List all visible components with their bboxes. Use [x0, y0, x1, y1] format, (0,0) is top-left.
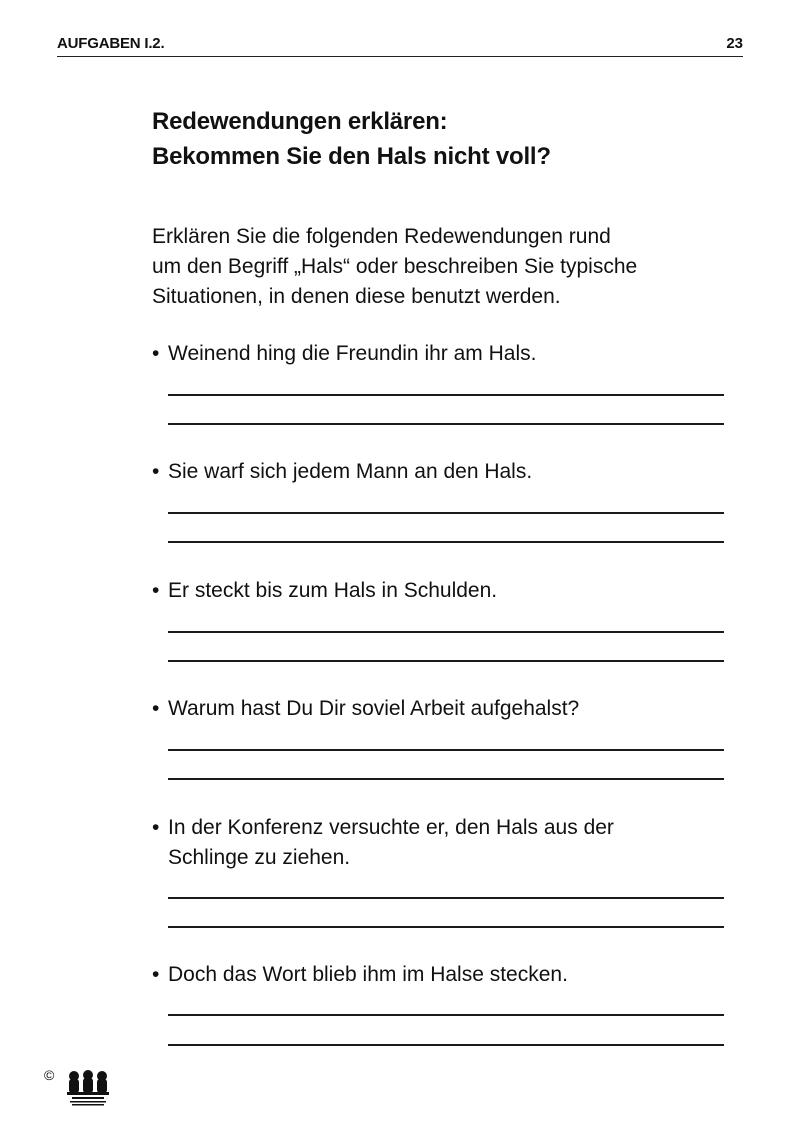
exercise-item-4	[152, 694, 732, 724]
exercise-prompt	[152, 339, 732, 369]
bullet: •	[152, 963, 160, 986]
copyright-symbol: ©	[44, 1067, 55, 1083]
answer-line-1[interactable]	[168, 394, 724, 396]
title-line-1: Redewendungen erklären:	[152, 108, 448, 135]
answer-line-2[interactable]	[168, 1044, 724, 1046]
exercise-prompt	[152, 576, 732, 606]
instructions	[152, 222, 772, 312]
page-header	[57, 34, 743, 57]
section-label: AUFGABEN I.2.	[57, 35, 165, 52]
answer-line-1[interactable]	[168, 631, 724, 633]
bullet: •	[152, 460, 160, 483]
exercise-item-1	[152, 339, 732, 369]
answer-line-1[interactable]	[168, 749, 724, 751]
page-title	[152, 104, 551, 174]
prompt-line-2: Schlinge zu ziehen.	[168, 846, 351, 869]
answer-line-1[interactable]	[168, 512, 724, 514]
answer-line-2[interactable]	[168, 660, 724, 662]
exercise-item-5	[152, 813, 732, 873]
bullet: •	[152, 697, 160, 720]
answer-line-2[interactable]	[168, 926, 724, 928]
prompt-line-1: Sie warf sich jedem Mann an den Hals.	[168, 460, 533, 483]
exercise-item-6	[152, 960, 732, 990]
publisher-logo-icon	[62, 1068, 142, 1108]
exercise-item-3	[152, 576, 732, 606]
publisher-logo	[44, 1068, 134, 1108]
answer-line-2[interactable]	[168, 541, 724, 543]
instructions-line-3: Situationen, in denen diese benutzt werden.	[152, 285, 561, 308]
prompt-line-1: Weinend hing die Freundin ihr am Hals.	[168, 342, 537, 365]
exercise-prompt	[152, 813, 732, 873]
exercise-item-2	[152, 457, 732, 487]
prompt-line-1: Doch das Wort blieb ihm im Halse stecken.	[168, 963, 568, 986]
prompt-line-1: In der Konferenz versuchte er, den Hals aus der	[168, 816, 614, 839]
prompt-line-1: Warum hast Du Dir soviel Arbeit aufgehalst?	[168, 697, 580, 720]
answer-line-2[interactable]	[168, 423, 724, 425]
exercise-prompt	[152, 457, 732, 487]
answer-line-1[interactable]	[168, 897, 724, 899]
bullet: •	[152, 816, 160, 839]
exercise-prompt	[152, 960, 732, 990]
page-number: 23	[726, 35, 743, 52]
prompt-line-1: Er steckt bis zum Hals in Schulden.	[168, 579, 498, 602]
instructions-line-2: um den Begriff „Hals“ oder beschreiben Sie typische	[152, 255, 638, 278]
bullet: •	[152, 342, 160, 365]
exercise-prompt	[152, 694, 732, 724]
bullet: •	[152, 579, 160, 602]
answer-line-1[interactable]	[168, 1014, 724, 1016]
answer-line-2[interactable]	[168, 778, 724, 780]
title-line-2: Bekommen Sie den Hals nicht voll?	[152, 143, 551, 170]
instructions-line-1: Erklären Sie die folgenden Redewendungen rund	[152, 225, 611, 248]
